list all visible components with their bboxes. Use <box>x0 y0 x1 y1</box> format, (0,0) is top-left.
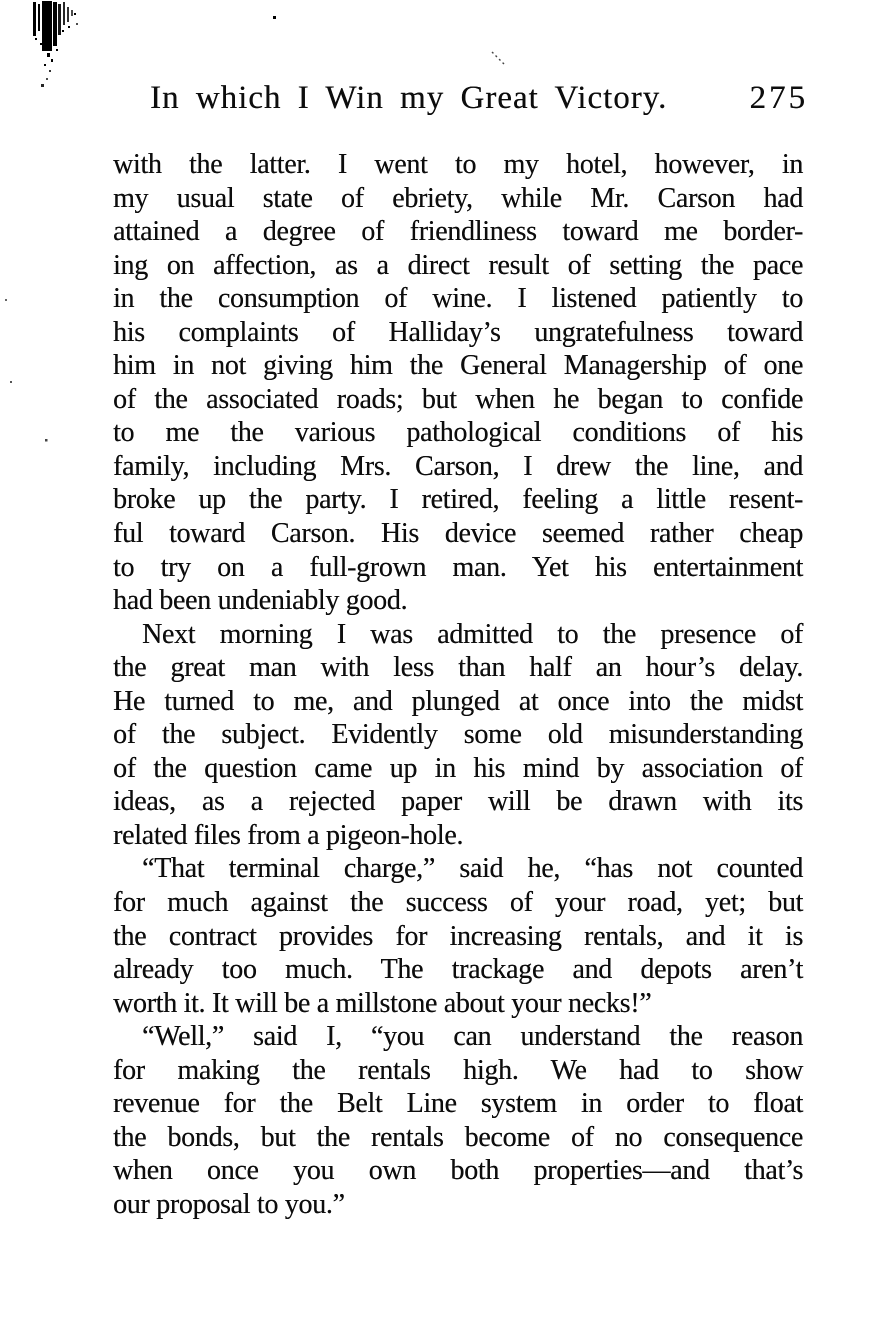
text-line: his complaints of Halliday’s ungratefulness toward <box>113 316 803 348</box>
paragraph <box>113 852 803 1020</box>
running-header <box>150 80 808 117</box>
text-line: the bonds, but the rentals become of no consequence <box>113 1121 803 1153</box>
text-line: related files from a pigeon-hole. <box>113 819 464 851</box>
text-line: already too much. The trackage and depots aren’t <box>113 954 803 986</box>
text-line: for much against the success of your road, yet; but <box>113 887 803 919</box>
scratch-mark <box>492 52 504 64</box>
text-line: ideas, as a rejected paper will be drawn with its <box>113 786 803 818</box>
text-line: broke up the party. I retired, feeling a little resent- <box>113 484 803 516</box>
ink-blot-stain <box>33 1 78 87</box>
text-line: of the question came up in his mind by association of <box>113 752 803 784</box>
text-line: worth it. It will be a millstone about your necks!” <box>113 987 652 1019</box>
body-text <box>113 148 803 1222</box>
text-line: “Well,” said I, “you can understand the reason <box>142 1021 803 1053</box>
text-line: when once you own both properties—and that’s <box>113 1155 803 1187</box>
text-line: ing on affection, as a direct result of setting the pace <box>113 249 803 281</box>
text-line: had been undeniably good. <box>113 585 408 617</box>
text-line: in the consumption of wine. I listened patiently to <box>113 283 803 315</box>
text-line: with the latter. I went to my hotel, however, in <box>113 149 803 180</box>
text-line: our proposal to you.” <box>113 1188 345 1220</box>
text-line: the contract provides for increasing rentals, and it is <box>113 920 803 952</box>
paragraph <box>113 618 803 853</box>
text-line: my usual state of ebriety, while Mr. Carson had <box>113 182 803 214</box>
text-line: He turned to me, and plunged at once into the midst <box>113 685 803 717</box>
ink-speck <box>273 16 276 19</box>
text-line: him in not giving him the General Managership of one <box>113 350 803 382</box>
paragraph <box>113 1020 803 1221</box>
text-line: Next morning I was admitted to the presence of <box>142 618 803 650</box>
text-line: revenue for the Belt Line system in order to float <box>113 1088 803 1120</box>
text-line: to me the various pathological conditions of his <box>113 417 803 449</box>
page-number: 275 <box>749 80 808 116</box>
text-line: of the subject. Evidently some old misunderstanding <box>113 719 803 751</box>
text-line: attained a degree of friendliness toward me border- <box>113 216 803 248</box>
text-line: family, including Mrs. Carson, I drew the line, and <box>113 450 803 482</box>
paragraph <box>113 148 803 618</box>
text-line: for making the rentals high. We had to show <box>113 1054 803 1086</box>
text-line: of the associated roads; but when he began to confide <box>113 383 803 415</box>
text-line: the great man with less than half an hour’s delay. <box>113 652 803 684</box>
text-line: to try on a full-grown man. Yet his entertainment <box>113 551 803 583</box>
text-line: “That terminal charge,” said he, “has not counted <box>142 853 803 885</box>
chapter-title: In which I Win my Great Victory. <box>150 80 668 116</box>
text-line: ful toward Carson. His device seemed rather cheap <box>113 518 803 550</box>
